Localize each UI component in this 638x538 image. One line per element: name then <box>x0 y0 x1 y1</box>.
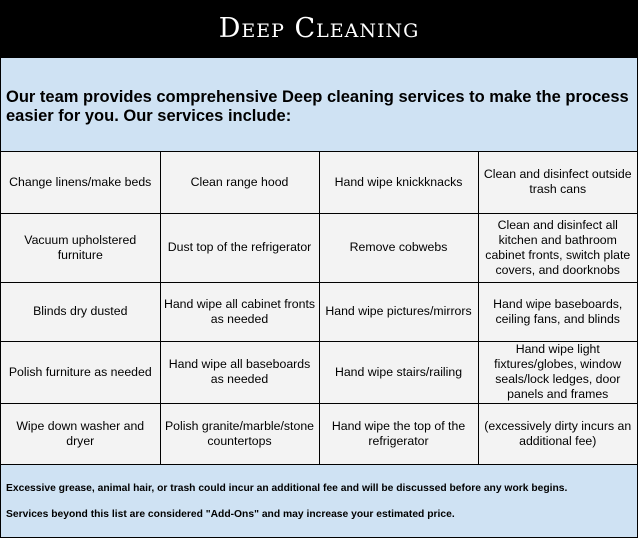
footer-note-fee: Excessive grease, animal hair, or trash could incur an additional fee and will be discussed before any work begins. <box>6 482 568 494</box>
intro-text: Our team provides comprehensive Deep cleaning services to make the process easier for you. Our services include: <box>6 88 629 125</box>
table-row <box>1 403 637 464</box>
footer-panel <box>1 465 637 537</box>
services-table <box>1 152 637 465</box>
service-cell: Clean and disinfect outside trash cans <box>478 152 637 213</box>
service-cell: Remove cobwebs <box>319 213 478 282</box>
service-cell: Polish furniture as needed <box>1 341 160 403</box>
intro-panel <box>1 56 637 152</box>
service-cell: Vacuum upholstered furniture <box>1 213 160 282</box>
service-cell: Hand wipe all cabinet fronts as needed <box>160 282 319 341</box>
service-cell: Hand wipe knickknacks <box>319 152 478 213</box>
service-cell: Clean range hood <box>160 152 319 213</box>
table-row <box>1 341 637 403</box>
page-title: Deep Cleaning <box>218 13 420 44</box>
service-cell: Hand wipe light fixtures/globes, window seals/lock ledges, door panels and frames <box>478 341 637 403</box>
service-cell: Blinds dry dusted <box>1 282 160 341</box>
service-cell: Hand wipe stairs/railing <box>319 341 478 403</box>
service-cell: Hand wipe all baseboards as needed <box>160 341 319 403</box>
table-row <box>1 282 637 341</box>
service-cell: Polish granite/marble/stone countertops <box>160 403 319 464</box>
footer-note-addons: Services beyond this list are considered "Add-Ons" and may increase your estimated price. <box>6 508 455 520</box>
table-row <box>1 152 637 213</box>
service-cell: Hand wipe baseboards, ceiling fans, and blinds <box>478 282 637 341</box>
service-cell: Wipe down washer and dryer <box>1 403 160 464</box>
service-cell: Change linens/make beds <box>1 152 160 213</box>
service-cell: (excessively dirty incurs an additional fee) <box>478 403 637 464</box>
table-row <box>1 213 637 282</box>
service-cell: Clean and disinfect all kitchen and bathroom cabinet fronts, switch plate covers, and doorknobs <box>478 213 637 282</box>
service-cell: Hand wipe the top of the refrigerator <box>319 403 478 464</box>
service-cell: Dust top of the refrigerator <box>160 213 319 282</box>
service-cell: Hand wipe pictures/mirrors <box>319 282 478 341</box>
title-bar <box>1 1 637 56</box>
